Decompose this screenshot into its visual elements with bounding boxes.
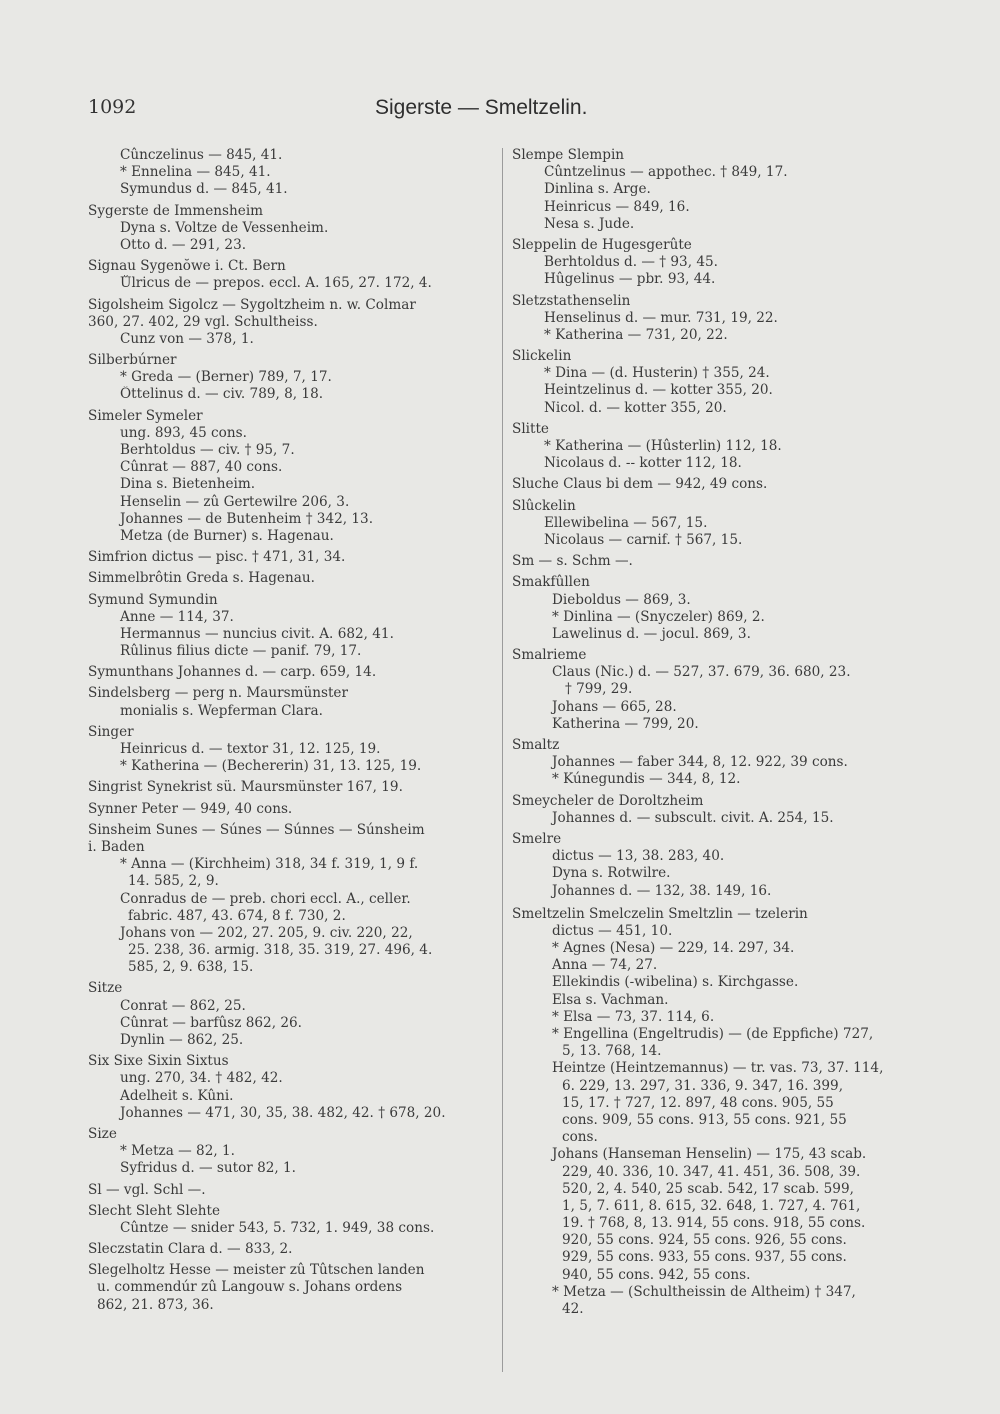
entry-line: 19. † 768, 8, 13. 914, 55 cons. 918, 55 cons.: [562, 1215, 866, 1232]
entry-line: * Dina — (d. Husterin) † 355, 24.: [544, 365, 770, 382]
entry-line: * Ennelina — 845, 41.: [120, 164, 271, 181]
entry-line: * Kúnegundis — 344, 8, 12.: [552, 771, 741, 788]
entry-line: Otto d. — 291, 23.: [120, 236, 247, 253]
entry-slegelholtz: [88, 1262, 493, 1314]
entry-line: Johannes d. — subscult. civit. A. 254, 15.: [552, 809, 834, 826]
entry-line: * Greda — (Berner) 789, 7, 17.: [120, 369, 332, 386]
entry-heading: Slegelholtz Hesse — meister zû Tûtschen landen: [88, 1262, 425, 1279]
entry-smalrieme: [512, 647, 922, 733]
entry-line: † 799, 29.: [565, 681, 633, 698]
entry-line: Öttelinus d. — civ. 789, 8, 18.: [120, 386, 324, 403]
entry-sluche: [512, 476, 922, 493]
entry-line: Conrat — 862, 25.: [120, 997, 246, 1014]
entry-six: [88, 1053, 493, 1122]
entry-line: Berhtoldus d. — † 93, 45.: [544, 254, 718, 271]
entry-heading: Simfrion dictus — pisc. † 471, 31, 34.: [88, 549, 346, 566]
entry-line: Katherina — 799, 20.: [552, 715, 699, 732]
entry-line: Johans — 665, 28.: [552, 698, 677, 715]
entry-heading: Sinsheim Sunes — Súnes — Súnnes — Súnsheim: [88, 821, 425, 838]
entry-line: * Katherina — (Hûsterlin) 112, 18.: [544, 438, 782, 454]
entry-heading: Sigolsheim Sigolcz — Sygoltzheim n. w. Colmar: [88, 296, 416, 313]
entry-smeycheler: [512, 793, 922, 827]
entry-line: Rûlinus filius dicte — panif. 79, 17.: [120, 643, 362, 660]
entry-heading: Simeler Symeler: [88, 407, 203, 424]
entry-heading: Smakfûllen: [512, 574, 590, 591]
entry-line: Johannes d. — 132, 38. 149, 16.: [552, 882, 772, 899]
entry-line: Dynlin — 862, 25.: [120, 1032, 244, 1048]
entry-heading: Slickelin: [512, 348, 572, 365]
right-column: [512, 147, 922, 1322]
entry-line: Johans (Hanseman Henselin) — 175, 43 scab.: [552, 1146, 867, 1163]
entry-line: 25. 238, 36. armig. 318, 35. 319, 27. 496, 4.: [128, 942, 433, 959]
entry-sl: [88, 1182, 493, 1199]
entry-line: Heintze (Heintzemannus) — tr. vas. 73, 37. 114,: [552, 1060, 884, 1077]
entry-line: Lawelinus d. — jocul. 869, 3.: [552, 625, 751, 642]
entry-size: [88, 1126, 493, 1178]
entry-heading: Sleppelin de Hugesgerûte: [512, 236, 692, 253]
entry-sygerste: [88, 203, 493, 255]
entry-heading: Simmelbrôtin Greda s. Hagenau.: [88, 570, 315, 587]
entry-line: Ellewibelina — 567, 15.: [544, 514, 708, 531]
entry-line: Nesa s. Jude.: [544, 215, 635, 232]
entry-line: i. Baden: [88, 838, 145, 855]
entry-smaltz: [512, 737, 922, 789]
entry-line: Berhtoldus — civ. † 95, 7.: [120, 442, 295, 458]
entry-line: Johannes — de Butenheim † 342, 13.: [120, 510, 374, 527]
entry-line: fabric. 487, 43. 674, 8 f. 730, 2.: [128, 907, 346, 924]
entry-line: Claus (Nic.) d. — 527, 37. 679, 36. 680, 23.: [552, 664, 851, 681]
entry-heading: Smaltz: [512, 737, 560, 753]
entry-line: dictus — 451, 10.: [552, 922, 673, 939]
entry-slickelin: [512, 348, 922, 417]
entry-silberburner: [88, 352, 493, 404]
entry-line: Ůlricus de — prepos. eccl. A. 165, 27. 172, 4.: [120, 275, 432, 292]
entry-line: Symundus d. — 845, 41.: [120, 181, 288, 198]
entry-line: Johans von — 202, 27. 205, 9. civ. 220, 22,: [120, 924, 413, 941]
entry-line: ung. 893, 45 cons.: [120, 424, 247, 441]
entry-line: Adelheit s. Kûni.: [120, 1087, 234, 1104]
entry-line: Johannes — 471, 30, 35, 38. 482, 42. † 678, 20.: [120, 1104, 446, 1121]
entry-heading: Smalrieme: [512, 647, 587, 664]
entry-line: Henselin — zû Gertewilre 206, 3.: [120, 493, 350, 510]
entry-singrist: [88, 779, 493, 796]
entry-sinsheim: [88, 822, 493, 977]
entry-line: dictus — 13, 38. 283, 40.: [552, 848, 725, 865]
entry-line: cons.: [562, 1129, 598, 1146]
entry-smakfullen: [512, 574, 922, 643]
entry-heading: Slecht Sleht Slehte: [88, 1202, 221, 1219]
entry-line: * Anna — (Kirchheim) 318, 34 f. 319, 1, 9 f.: [120, 856, 419, 873]
entry-line: * Elsa — 73, 37. 114, 6.: [552, 1008, 715, 1025]
page-number: 1092: [88, 96, 137, 118]
entry-line: Anne — 114, 37.: [120, 608, 234, 625]
entry-line: 520, 2, 4. 540, 25 scab. 542, 17 scab. 599,: [562, 1180, 854, 1197]
entry-heading: Slitte: [512, 420, 549, 437]
entry-line: Dinlina s. Arge.: [544, 181, 651, 198]
entry-smelre: [512, 831, 922, 900]
entry-sleppelin: [512, 237, 922, 289]
entry-line: Dyna s. Rotwilre.: [552, 865, 671, 882]
entry-line: 14. 585, 2, 9.: [128, 873, 219, 890]
entry-line: * Agnes (Nesa) — 229, 14. 297, 34.: [552, 940, 795, 957]
entry-line: Henselinus d. — mur. 731, 19, 22.: [544, 309, 778, 326]
entry-simeler: [88, 408, 493, 546]
entry-heading: Sm — s. Schm —.: [512, 553, 633, 570]
entry-line: Heintzelinus d. — kotter 355, 20.: [544, 382, 773, 399]
entry-sitze: [88, 980, 493, 1049]
entry-heading: Silberbúrner: [88, 352, 177, 369]
entry-line: Dieboldus — 869, 3.: [552, 591, 691, 608]
entry-line: 929, 55 cons. 933, 55 cons. 937, 55 cons.: [562, 1249, 847, 1266]
entry-symunthans: [88, 664, 493, 681]
entry-sindelsberg: [88, 685, 493, 719]
entry-slecht: [88, 1203, 493, 1237]
entry-sluckelin: [512, 498, 922, 550]
column-divider: [502, 148, 503, 1372]
entry-line: * Katherina — (Bechererin) 31, 13. 125, 19.: [120, 758, 422, 775]
entry-heading: Symunthans Johannes d. — carp. 659, 14.: [88, 664, 377, 681]
entry-heading: Singer: [88, 723, 134, 740]
entry-heading: Symund Symundin: [88, 591, 218, 608]
entry-line: Cûnrat — 887, 40 cons.: [120, 459, 283, 476]
entry-line: cons. 909, 55 cons. 913, 55 cons. 921, 55: [562, 1111, 847, 1128]
entry-line: Conradus de — preb. chori eccl. A., celler.: [120, 890, 411, 907]
entry-synner: [88, 801, 493, 818]
entry-line: * Metza — (Schultheissin de Altheim) † 347,: [552, 1283, 856, 1300]
entry-heading: Sygerste de Immensheim: [88, 202, 264, 219]
entry-slempe: [512, 147, 922, 233]
entry-line: 42.: [562, 1301, 584, 1317]
entry-line: monialis s. Wepferman Clara.: [120, 702, 323, 719]
entry-line: 6. 229, 13. 297, 31. 336, 9. 347, 16. 399,: [562, 1077, 844, 1094]
entry-line: Nicolaus d. -- kotter 112, 18.: [544, 455, 742, 472]
entry-heading: Smelre: [512, 830, 562, 847]
entry-line: Hûgelinus — pbr. 93, 44.: [544, 271, 716, 288]
entry-line: 585, 2, 9. 638, 15.: [128, 959, 254, 976]
entry-line: Cunz von — 378, 1.: [120, 330, 254, 347]
entry-line: * Dinlina — (Snyczeler) 869, 2.: [552, 608, 765, 625]
entry-line: Nicolaus — carnif. † 567, 15.: [544, 531, 743, 548]
entry-line: Heinricus — 849, 16.: [544, 198, 690, 215]
entry-line: Cûnczelinus — 845, 41.: [120, 147, 283, 163]
entry-line: Nicol. d. — kotter 355, 20.: [544, 399, 727, 416]
entry-heading: Smeltzelin Smelczelin Smeltzlin — tzelerin: [512, 905, 808, 922]
entry-sm: [512, 553, 922, 570]
entry-line: * Metza — 82, 1.: [120, 1143, 235, 1160]
entry-sleczstatin: [88, 1241, 493, 1258]
entry-line: Syfridus d. — sutor 82, 1.: [120, 1160, 296, 1177]
entry-sigolsheim: [88, 297, 493, 349]
entry-line: Anna — 74, 27.: [552, 957, 658, 974]
entry-heading: Sluche Claus bi dem — 942, 49 cons.: [512, 476, 768, 493]
entry-slitte: [512, 421, 922, 473]
entry-heading: Sindelsberg — perg n. Maursmünster: [88, 685, 348, 702]
entry-heading: Sitze: [88, 980, 123, 997]
entry-line: * Engellina (Engeltrudis) — (de Eppfiche) 727,: [552, 1026, 874, 1042]
entry-heading: Size: [88, 1125, 117, 1142]
entry-line: * Katherina — 731, 20, 22.: [544, 326, 728, 343]
entry-cunczelinus: [88, 147, 493, 199]
entry-line: 920, 55 cons. 924, 55 cons. 926, 55 cons.: [562, 1232, 847, 1249]
entry-heading: Smeycheler de Doroltzheim: [512, 792, 704, 809]
entry-heading: Sletzstathenselin: [512, 292, 631, 309]
entry-line: Metza (de Burner) s. Hagenau.: [120, 527, 334, 544]
entry-heading: Six Sixe Sixin Sixtus: [88, 1053, 229, 1070]
entry-simmelbrotin: [88, 570, 493, 587]
entry-line: Ellekindis (-wibelina) s. Kirchgasse.: [552, 974, 799, 991]
entry-line: Hermannus — nuncius civit. A. 682, 41.: [120, 625, 394, 642]
entry-heading: Slempe Slempin: [512, 147, 625, 163]
entry-sletzstathenselin: [512, 293, 922, 345]
entry-heading: Sl — vgl. Schl —.: [88, 1181, 206, 1198]
running-title: Sigerste — Smeltzelin.: [375, 96, 588, 119]
entry-line: ung. 270, 34. † 482, 42.: [120, 1070, 283, 1087]
page-header: [88, 96, 1000, 126]
entry-heading: Sleczstatin Clara d. — 833, 2.: [88, 1241, 293, 1258]
entry-line: Cûntzelinus — appothec. † 849, 17.: [544, 164, 788, 181]
entry-line: 360, 27. 402, 29 vgl. Schultheiss.: [88, 313, 318, 330]
entry-singer: [88, 724, 493, 776]
entry-smeltzelin: [512, 906, 922, 1319]
entry-line: 862, 21. 873, 36.: [97, 1296, 214, 1313]
entry-line: 1, 5, 7. 611, 8. 615, 32. 648, 1. 727, 4. 761,: [562, 1197, 861, 1214]
entry-line: Cûntze — snider 543, 5. 732, 1. 949, 38 cons.: [120, 1219, 435, 1236]
entry-line: Elsa s. Vachman.: [552, 991, 669, 1008]
entry-heading: Synner Peter — 949, 40 cons.: [88, 800, 293, 817]
entry-line: Johannes — faber 344, 8, 12. 922, 39 cons.: [552, 754, 848, 771]
left-column: [88, 147, 493, 1318]
entry-line: 5, 13. 768, 14.: [562, 1043, 662, 1060]
entry-line: u. commendúr zû Langouw s. Johans ordens: [97, 1279, 403, 1296]
entry-line: Cûnrat — barfûsz 862, 26.: [120, 1014, 302, 1031]
entry-heading: Singrist Synekrist sü. Maursmünster 167, 19.: [88, 779, 403, 796]
entry-symund: [88, 592, 493, 661]
entry-line: Dyna s. Voltze de Vessenheim.: [120, 219, 329, 236]
entry-line: 229, 40. 336, 10. 347, 41. 451, 36. 508, 39.: [562, 1163, 861, 1180]
entry-signau: [88, 258, 493, 292]
entry-line: 15, 17. † 727, 12. 897, 48 cons. 905, 55: [562, 1094, 834, 1111]
entry-heading: Signau Sygenŏwe i. Ct. Bern: [88, 258, 286, 275]
entry-line: Dina s. Bietenheim.: [120, 476, 256, 493]
entry-heading: Slûckelin: [512, 497, 576, 514]
entry-line: Heinricus d. — textor 31, 12. 125, 19.: [120, 741, 381, 757]
entry-simfrion: [88, 549, 493, 566]
entry-line: 940, 55 cons. 942, 55 cons.: [562, 1266, 751, 1283]
